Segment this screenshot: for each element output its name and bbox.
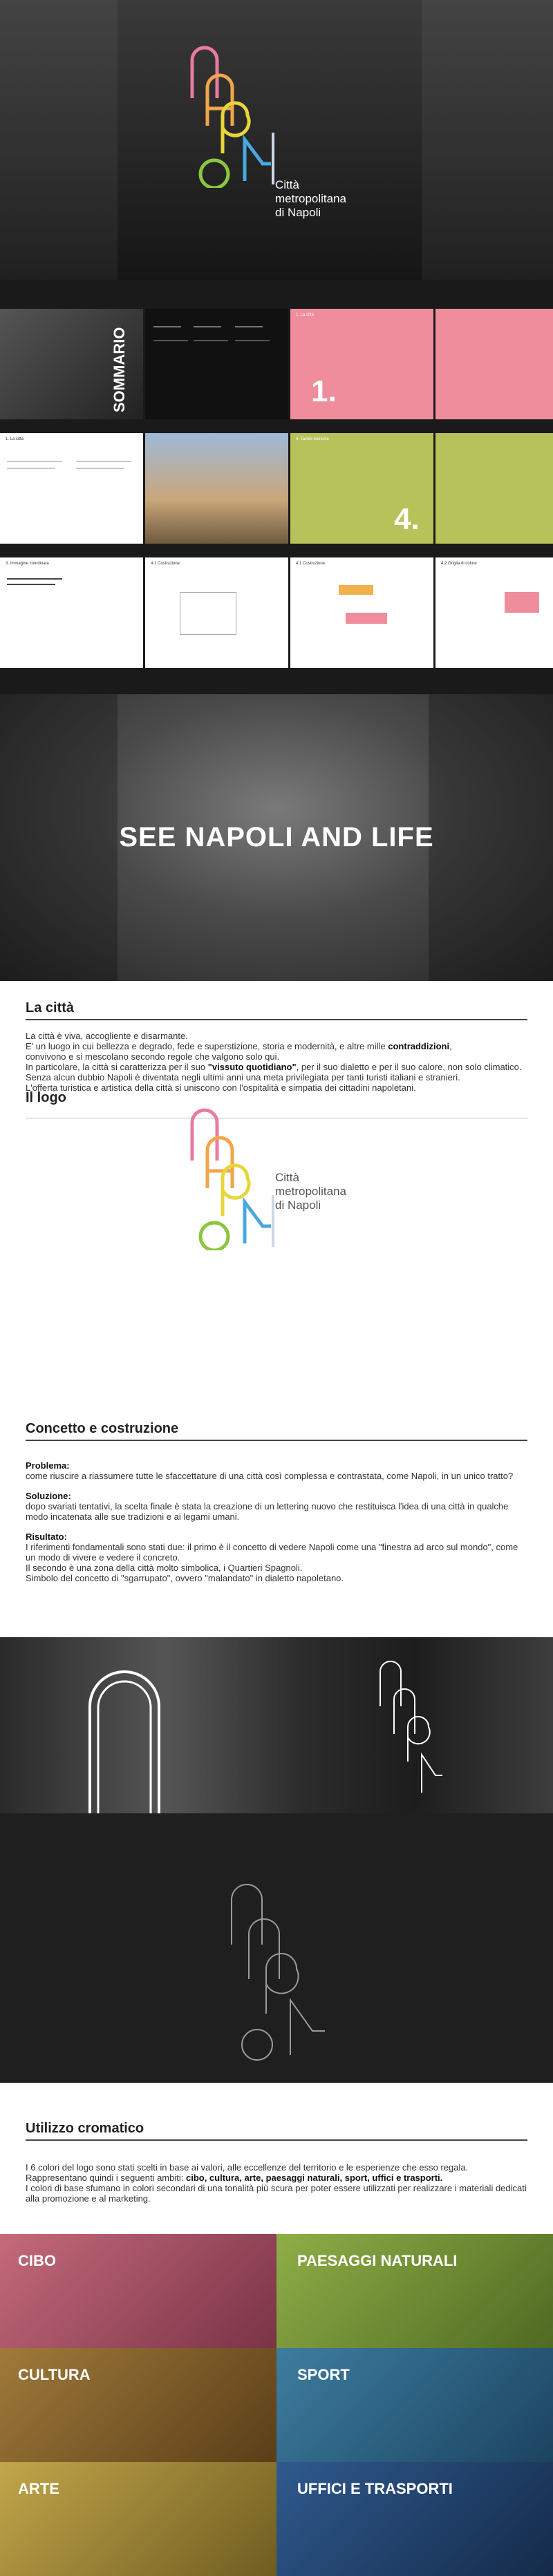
- tile-label: SPORT: [297, 2366, 350, 2383]
- citta-text-span: E' un luogo in cui bellezza e degrado, fede e superstizione, storia e modernità, e altre mille: [26, 1041, 386, 1051]
- slide-shape: [505, 592, 539, 613]
- section-title-cromatico: Utilizzo cromatico: [26, 2121, 144, 2136]
- tile-cibo: [0, 2234, 276, 2348]
- slide-text: [0, 433, 143, 544]
- slide-pink: [435, 309, 553, 419]
- banner-title: SEE NAPOLI AND LIFE: [119, 822, 434, 852]
- cromatico-line: [26, 2173, 527, 2183]
- slide-shape: [339, 585, 373, 595]
- napoli-logo-icon: [187, 1105, 283, 1250]
- section-divider: [26, 1440, 527, 1441]
- napoli-logo-icon: [187, 43, 283, 188]
- logo-grid-panel: [0, 1813, 553, 2083]
- soluzione-text: dopo svariati tentativi, la scelta finale è stata la creazione di un lettering nuovo che restituisca l'idea di una città in qualche modo incatenata alle sue tradizioni e ai legami umani.: [26, 1501, 509, 1522]
- tile-paesaggi: [276, 2234, 553, 2348]
- citta-text: [26, 1031, 527, 1093]
- slide-caption: 4. Tavole tecniche: [296, 437, 329, 441]
- section-title-citta: La città: [26, 1000, 75, 1015]
- concetto-text: [26, 1460, 527, 1583]
- logo-line: di Napoli: [275, 1199, 321, 1212]
- slide-caption: 4.2 Griglia di colore: [441, 562, 477, 566]
- section-divider: [26, 2139, 527, 2141]
- citta-line: Senza alcun dubbio Napoli è diventata negli ultimi anni una meta privilegiata per tanti turisti italiani e stranieri.: [26, 1072, 460, 1082]
- risultato-text: I riferimenti fondamentali sono stati due: il primo è il concetto di vedere Napoli come una "finestra ad arco sul mondo", come un modo di vivere e vedere il concreto.: [26, 1542, 518, 1563]
- logo-line: metropolitana: [275, 1185, 347, 1198]
- see-napoli-banner: [0, 694, 553, 981]
- slide-shapes: [290, 557, 433, 668]
- building-shadow: [422, 0, 553, 280]
- tile-label: CIBO: [18, 2252, 56, 2269]
- problema-text: come riuscire a riassumere tutte le sfaccettature di una città così complessa e contrastata, come Napoli, in un unico tratto?: [26, 1471, 514, 1481]
- slide-caption: 1. La città: [6, 437, 24, 441]
- tile-sport: [276, 2348, 553, 2462]
- napoli-outline-icon: [377, 1658, 446, 1796]
- citta-text-span: , per il suo dialetto e per il suo calore, non solo climatico.: [296, 1062, 522, 1072]
- cromatico-text: [26, 2162, 527, 2204]
- cromatico-line: I 6 colori del logo sono stati scelti in base ai valori, alle eccellenze del territorio e le esperienze che esso regala.: [26, 2162, 469, 2173]
- cromatico-line: I colori di base sfumano in colori secondari di una tonalità più scura per poter essere utilizzati per realizzare i materiali dedicati alla promozione e al marketing.: [26, 2183, 527, 2204]
- cromatico-bold: cibo, cultura, arte, paesaggi naturali, sport, uffici e trasporti.: [185, 2173, 443, 2183]
- logo-line: Città: [275, 178, 299, 191]
- slide-text: [145, 557, 288, 668]
- problema-label: Problema:: [26, 1460, 70, 1471]
- logo-wordmark: [275, 1171, 346, 1212]
- citta-text-span: ,: [449, 1041, 452, 1051]
- citta-bold: contraddizioni: [388, 1041, 450, 1051]
- slide-caption: 1. La città: [296, 313, 315, 317]
- sommario-label: SOMMARIO: [111, 327, 128, 412]
- big-number: 4.: [394, 502, 420, 536]
- napoli-grid-icon: [221, 1876, 339, 2062]
- citta-text-span: In particolare, la città si caratterizza per il suo: [26, 1062, 208, 1072]
- slide-photo: [0, 309, 143, 419]
- citta-line: [26, 1062, 527, 1072]
- citta-line: [26, 1041, 527, 1051]
- risultato-text: Simbolo del concetto di "sgarrupato", ovvero "malandato" in dialetto napoletano.: [26, 1573, 344, 1583]
- tile-label: CULTURA: [18, 2366, 91, 2383]
- slide-chapter-4: [290, 433, 433, 544]
- tile-arte: [0, 2462, 276, 2576]
- big-number: 1.: [311, 374, 337, 408]
- logo-wordmark: [275, 178, 346, 220]
- hero-section: [0, 0, 553, 280]
- tile-uffici: [276, 2462, 553, 2576]
- citta-line: L'offerta turistica e artistica della città si uniscono con l'ospitalità e simpatia dei cittadini napoletani.: [26, 1082, 416, 1093]
- slides-grid: [0, 280, 553, 694]
- tile-label: ARTE: [18, 2480, 59, 2497]
- slide-shapes: [435, 557, 553, 668]
- concept-photo: [0, 1637, 553, 1813]
- tile-label: PAESAGGI NATURALI: [297, 2252, 458, 2269]
- soluzione-label: Soluzione:: [26, 1491, 71, 1501]
- logo-line: di Napoli: [275, 206, 321, 219]
- slide-index: [145, 309, 288, 419]
- logo-line: metropolitana: [275, 192, 347, 205]
- citta-line: convivono e si mescolano secondo regole che valgono solo qui.: [26, 1051, 280, 1062]
- citta-bold: "vissuto quotidiano": [207, 1062, 297, 1072]
- cromatico-text-span: Rappresentano quindi i seguenti ambiti:: [26, 2173, 186, 2183]
- slide-caption: 4.1 Costruzione: [151, 562, 180, 566]
- citta-line: La città è viva, accogliente e disarmante.: [26, 1031, 188, 1041]
- risultato-text: Il secondo è una zona della città molto simbolica, i Quartieri Spagnoli.: [26, 1563, 303, 1573]
- arch-outline-icon: [83, 1665, 166, 1813]
- section-title-concetto: Concetto e costruzione: [26, 1421, 179, 1436]
- slide-frame: [180, 592, 236, 635]
- slide-shape: [346, 613, 387, 624]
- building-shadow: [0, 0, 118, 280]
- tile-cultura: [0, 2348, 276, 2462]
- section-divider: [26, 1019, 527, 1020]
- slide-text: [0, 557, 143, 668]
- section-title-logo: Il logo: [26, 1090, 66, 1105]
- slide-castle-photo: [145, 433, 288, 544]
- slide-chapter-1: [290, 309, 433, 419]
- slide-caption: 4.1 Costruzione: [296, 562, 326, 566]
- slide-green: [435, 433, 553, 544]
- slide-caption: 3. Immagine coordinata: [6, 562, 49, 566]
- tile-label: UFFICI E TRASPORTI: [297, 2480, 453, 2497]
- logo-line: Città: [275, 1171, 299, 1184]
- risultato-label: Risultato:: [26, 1532, 67, 1542]
